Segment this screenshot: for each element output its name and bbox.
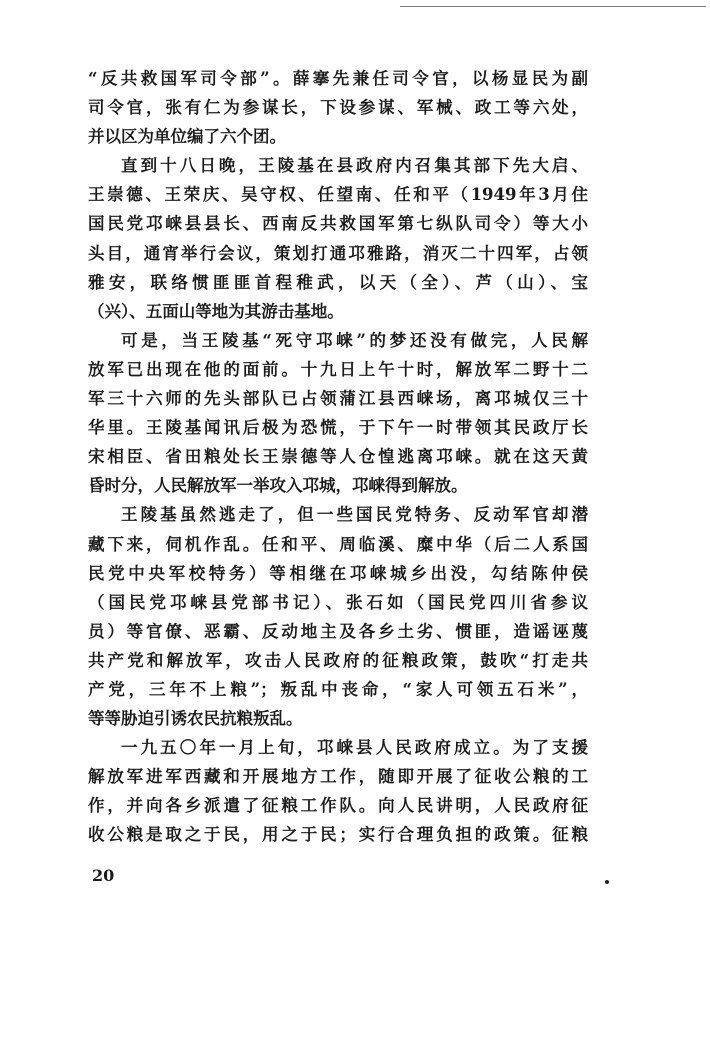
- text-line: 一九五〇年一月上旬，邛崃县人民政府成立。为了支援: [121, 738, 588, 758]
- text-line: 军三十六师的先头部队已占领蒲江县西崃场，离邛城仅三十: [88, 389, 588, 409]
- text-line: 雅安，联络惯匪匪首程稚武，以天（全）、芦（山）、宝: [88, 272, 588, 292]
- text-line: 共产党和解放军，攻击人民政府的征粮政策，鼓吹“打走共: [88, 650, 588, 670]
- top-rule: [400, 6, 706, 7]
- text-line: 放军已出现在他的面前。十九日上午十时，解放军二野十二: [88, 359, 588, 379]
- text-line: 司令官，张有仁为参谋长，下设参谋、军械、政工等六处，: [88, 98, 588, 118]
- text-line: 可是，当王陵基“死守邛崃”的梦还没有做完，人民解: [121, 330, 588, 350]
- text-line: 昏时分，人民解放军一举攻入邛城，邛崃得到解放。: [88, 476, 468, 496]
- text-line: 并以区为单位编了六个团。: [88, 127, 286, 147]
- body-text: [88, 64, 588, 850]
- text-line: 国民党邛崃县县长、西南反共救国军第七纵队司令）等大小: [88, 214, 588, 234]
- text-line: 作，并向各乡派遣了征粮工作队。向人民讲明，人民政府征: [88, 796, 588, 816]
- text-line: （兴）、五面山等地为其游击基地。: [88, 301, 344, 321]
- text-line: 等等胁迫引诱农民抗粮叛乱。: [88, 709, 303, 729]
- text-line: （国民党邛崃县党部书记）、张石如（国民党四川省参议: [88, 592, 588, 612]
- scan-speck: [605, 880, 609, 884]
- text-line: 华里。王陵基闻讯后极为恐慌，于下午一时带领其民政厅长: [88, 418, 588, 438]
- text-line: 直到十八日晚，王陵基在县政府内召集其部下先大启、: [121, 156, 588, 176]
- text-line: 藏下来，伺机作乱。任和平、周临溪、糜中华（后二人系国: [88, 534, 588, 554]
- text-line: 收公粮是取之于民，用之于民；实行合理负担的政策。征粮: [88, 825, 588, 845]
- text-line: 产党，三年不上粮”；叛乱中丧命，“家人可领五石米”，: [88, 679, 588, 699]
- text-line: “反共救国军司令部”。薛搴先兼任司令官，以杨显民为副: [88, 69, 588, 88]
- text-line: 王陵基虽然逃走了，但一些国民党特务、反动军官却潜: [121, 505, 588, 525]
- text-line: 头目，通宵举行会议，策划打通邛雅路，消灭二十四军，占领: [88, 243, 588, 263]
- text-line: 王崇德、王荣庆、吴守权、任望南、任和平（1949年3月住: [88, 185, 588, 205]
- text-line: 员）等官僚、恶霸、反动地主及各乡土劣、惯匪，造谣诬蔑: [88, 621, 588, 641]
- text-line: 宋相臣、省田粮处长王崇德等人仓惶逃离邛崃。就在这天黄: [88, 447, 588, 467]
- text-line: 民党中央军校特务）等相继在邛崃城乡出没，勾结陈仲侯: [88, 563, 588, 583]
- page-number: 20: [92, 866, 115, 885]
- text-line: 解放军进军西藏和开展地方工作，随即开展了征收公粮的工: [88, 767, 588, 787]
